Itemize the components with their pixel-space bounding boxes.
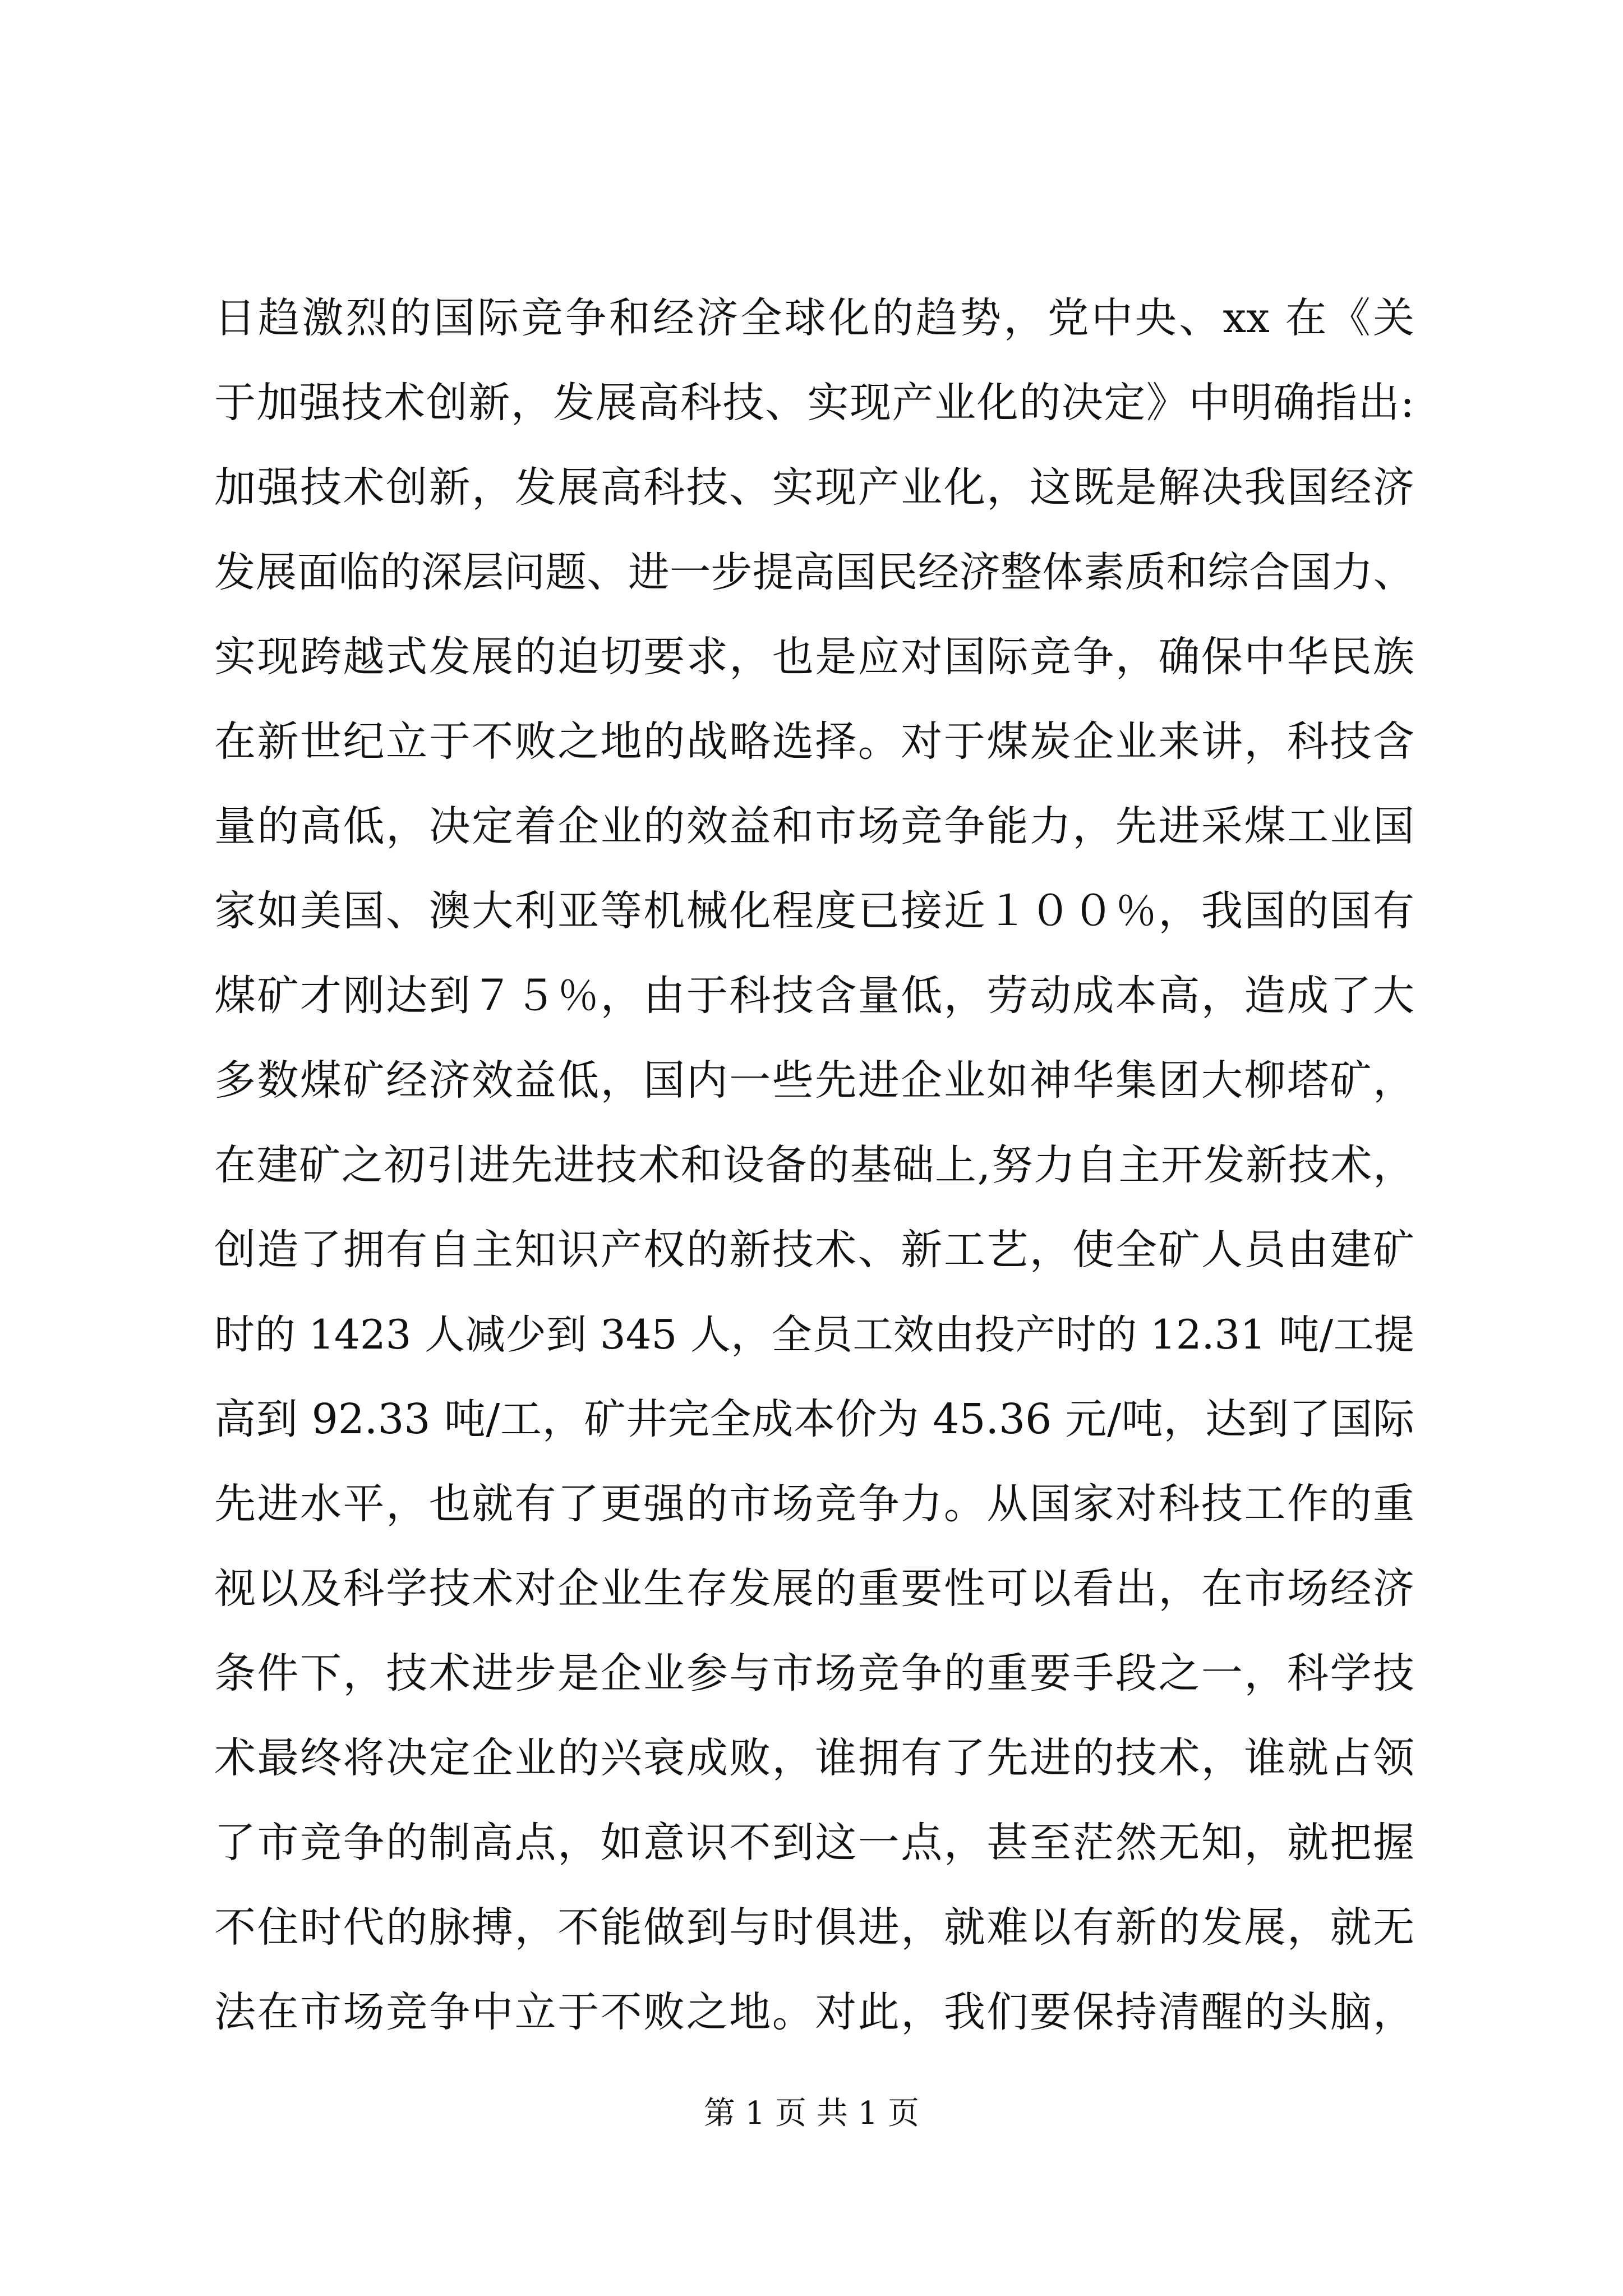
text-line: 日趋激烈的国际竞争和经济全球化的趋势，党中央、xx 在《关 (214, 294, 1414, 342)
text-line: 在建矿之初引进先进技术和设备的基础上,努力自主开发新技术， (214, 1141, 1414, 1189)
text-line: 于加强技术创新，发展高科技、实现产业化的决定》中明确指出: (214, 379, 1414, 427)
text-line: 煤矿才刚达到７５％，由于科技含量低，劳动成本高，造成了大 (214, 972, 1414, 1020)
text-line: 量的高低，决定着企业的效益和市场竞争能力，先进采煤工业国 (214, 802, 1414, 850)
text-line: 高到 92.33 吨/工，矿井完全成本价为 45.36 元/吨，达到了国际 (214, 1395, 1414, 1443)
text-line: 条件下，技术进步是企业参与市场竞争的重要手段之一，科学技 (214, 1649, 1414, 1697)
page-footer (0, 2091, 1623, 2136)
page-number: 第 1 页 共 1 页 (703, 2095, 920, 2132)
text-line: 时的 1423 人减少到 345 人，全员工效由投产时的 12.31 吨/工提 (214, 1311, 1414, 1358)
text-line: 实现跨越式发展的迫切要求，也是应对国际竞争，确保中华民族 (214, 633, 1414, 681)
text-line: 多数煤矿经济效益低，国内一些先进企业如神华集团大柳塔矿， (214, 1056, 1414, 1105)
body-text (214, 276, 1414, 2055)
text-line: 创造了拥有自主知识产权的新技术、新工艺，使全矿人员由建矿 (214, 1226, 1414, 1274)
text-line: 不住时代的脉搏，不能做到与时俱进，就难以有新的发展，就无 (214, 1903, 1414, 1952)
text-line: 术最终将决定企业的兴衰成败，谁拥有了先进的技术，谁就占领 (214, 1734, 1414, 1782)
text-line: 在新世纪立于不败之地的战略选择。对于煤炭企业来讲，科技含 (214, 717, 1414, 766)
text-line: 家如美国、澳大利亚等机械化程度已接近１００％，我国的国有 (214, 887, 1414, 935)
text-line: 加强技术创新，发展高科技、实现产业化，这既是解决我国经济 (214, 463, 1414, 512)
text-line: 视以及科学技术对企业生存发展的重要性可以看出，在市场经济 (214, 1565, 1414, 1613)
text-line: 先进水平，也就有了更强的市场竞争力。从国家对科技工作的重 (214, 1480, 1414, 1528)
text-line: 了市竞争的制高点，如意识不到这一点，甚至茫然无知，就把握 (214, 1819, 1414, 1867)
text-line: 发展面临的深层问题、进一步提高国民经济整体素质和综合国力、 (214, 549, 1414, 596)
text-line: 法在市场竞争中立于不败之地。对此，我们要保持清醒的头脑， (214, 1988, 1414, 2036)
